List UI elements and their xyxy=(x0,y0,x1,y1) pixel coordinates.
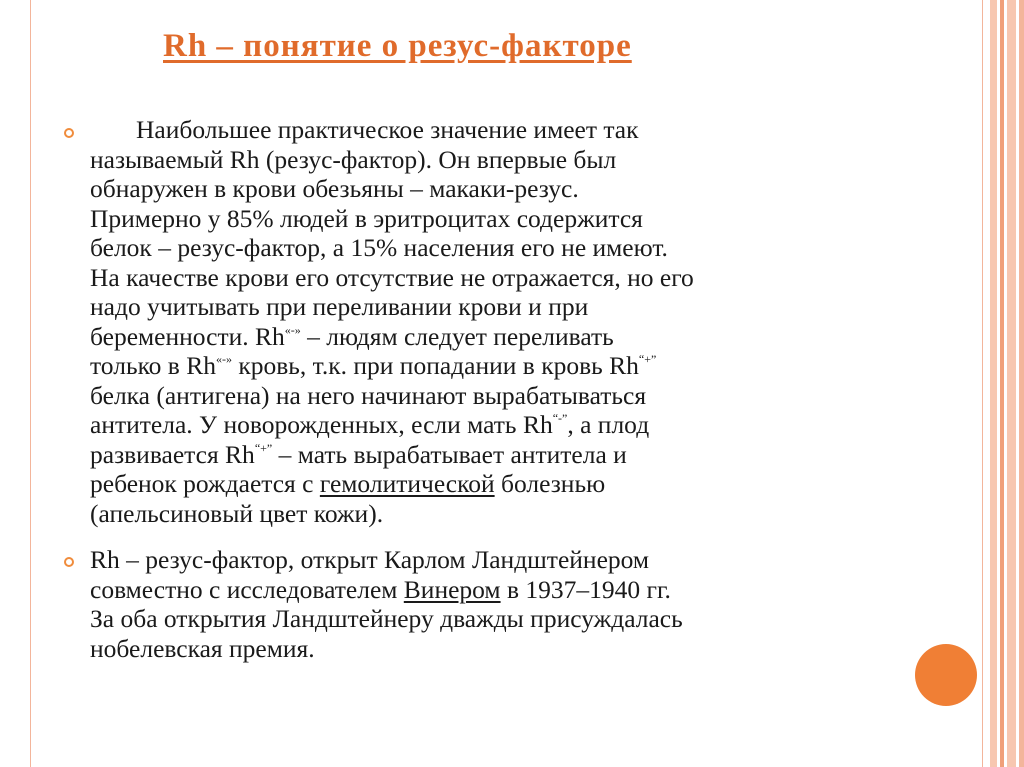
text-line: совместно с исследователем Винером в 1937–1940 гг. xyxy=(90,574,671,604)
text-line: На качестве крови его отсутствие не отражается, но его xyxy=(90,262,694,292)
text-line: белка (антигена) на него начинают вырабатываться xyxy=(90,380,647,410)
text-line: только в Rh«-» кровь, т.к. при попадании в кровь Rh“+” xyxy=(90,351,657,380)
link-wiener[interactable]: Винером xyxy=(403,574,501,604)
text-line: развивается Rh“+” – мать вырабатывает антитела и xyxy=(90,439,627,469)
slide-title: Rh – понятие о резус-факторе xyxy=(163,28,632,64)
text-line: За оба открытия Ландштейнеру дважды присуждалась xyxy=(90,604,683,633)
bullet-circle-icon xyxy=(64,128,74,138)
text-line: беременности. Rh«-» – людям следует переливать xyxy=(90,321,614,351)
text-line: называемый Rh (резус-фактор). Он впервые был xyxy=(90,144,617,174)
paragraph-rh-significance xyxy=(90,115,694,528)
text-line: Примерно у 85% людей в эритроцитах содержится xyxy=(90,203,643,233)
text-line: надо учитывать при переливании крови и при xyxy=(90,292,589,321)
bullet-circle-icon xyxy=(64,557,74,567)
superscript: “+” xyxy=(638,352,657,366)
decor-stripe xyxy=(1019,0,1024,767)
text-line: белок – резус-фактор, а 15% населения его не имеют. xyxy=(90,233,668,262)
superscript: «-» xyxy=(284,322,301,337)
decor-stripe xyxy=(990,0,997,767)
decor-circle xyxy=(915,644,977,706)
text-line: Наибольшее практическое значение имеет так xyxy=(136,115,639,144)
superscript: “-” xyxy=(552,411,568,425)
superscript: «-» xyxy=(215,352,232,366)
paragraph-rh-discovery xyxy=(90,545,683,663)
decor-stripe xyxy=(1007,0,1016,767)
link-hemolytic[interactable]: гемолитической xyxy=(319,469,495,498)
text-line: антитела. У новорожденных, если мать Rh“-”, а плод xyxy=(90,410,650,439)
decor-stripe xyxy=(1000,0,1004,767)
text-line: Rh – резус-фактор, открыт Карлом Ландштейнером xyxy=(90,545,650,574)
text-line: ребенок рождается с гемолитической болезнью xyxy=(90,469,606,498)
text-line: обнаружен в крови обезьяны – макаки-резус. xyxy=(90,174,579,203)
text-line: (апельсиновый цвет кожи). xyxy=(90,498,384,528)
text-line: нобелевская премия. xyxy=(90,633,315,663)
superscript: “+” xyxy=(254,440,273,455)
